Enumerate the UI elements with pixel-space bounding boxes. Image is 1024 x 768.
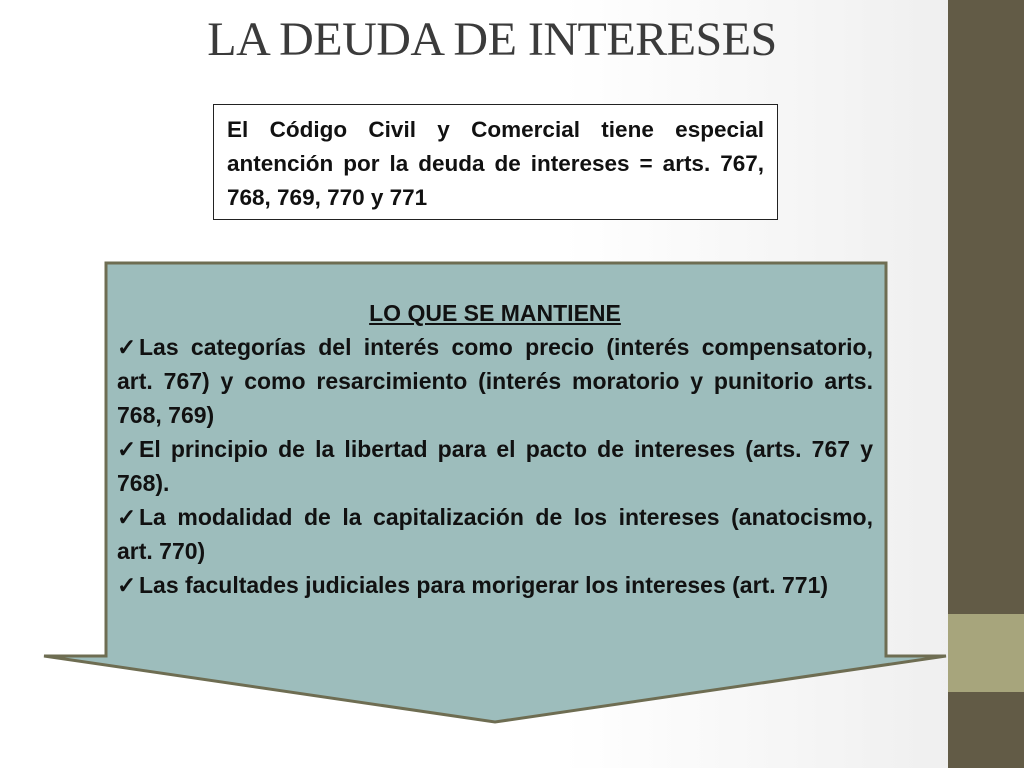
list-item-text: Las categorías del interés como precio (interés compensatorio, art. 767) y como resarcimiento (interés moratorio y punitorio arts. 768, 769)	[117, 334, 873, 428]
checkmark-icon: ✓	[117, 436, 137, 462]
section-heading: LO QUE SE MANTIENE	[369, 300, 621, 326]
list-item-text: Las facultades judiciales para morigerar los intereses (art. 771)	[139, 572, 829, 598]
list-item-text: El principio de la libertad para el pacto de intereses (arts. 767 y 768).	[117, 436, 873, 496]
checkmark-icon: ✓	[117, 504, 137, 530]
checkmark-icon: ✓	[117, 334, 137, 360]
intro-text: El Código Civil y Comercial tiene especial antención por la deuda de intereses = arts. 767, 768, 769, 770 y 771	[227, 117, 764, 210]
list-item-text: La modalidad de la capitalización de los intereses (anatocismo, art. 770)	[117, 504, 873, 564]
list-item	[117, 500, 873, 568]
list-item	[117, 330, 873, 432]
list-item	[117, 432, 873, 500]
slide-title: LA DEUDA DE INTERESES	[207, 13, 777, 66]
list-item	[117, 568, 873, 602]
checkmark-icon: ✓	[117, 572, 137, 598]
callout-content	[117, 296, 873, 602]
